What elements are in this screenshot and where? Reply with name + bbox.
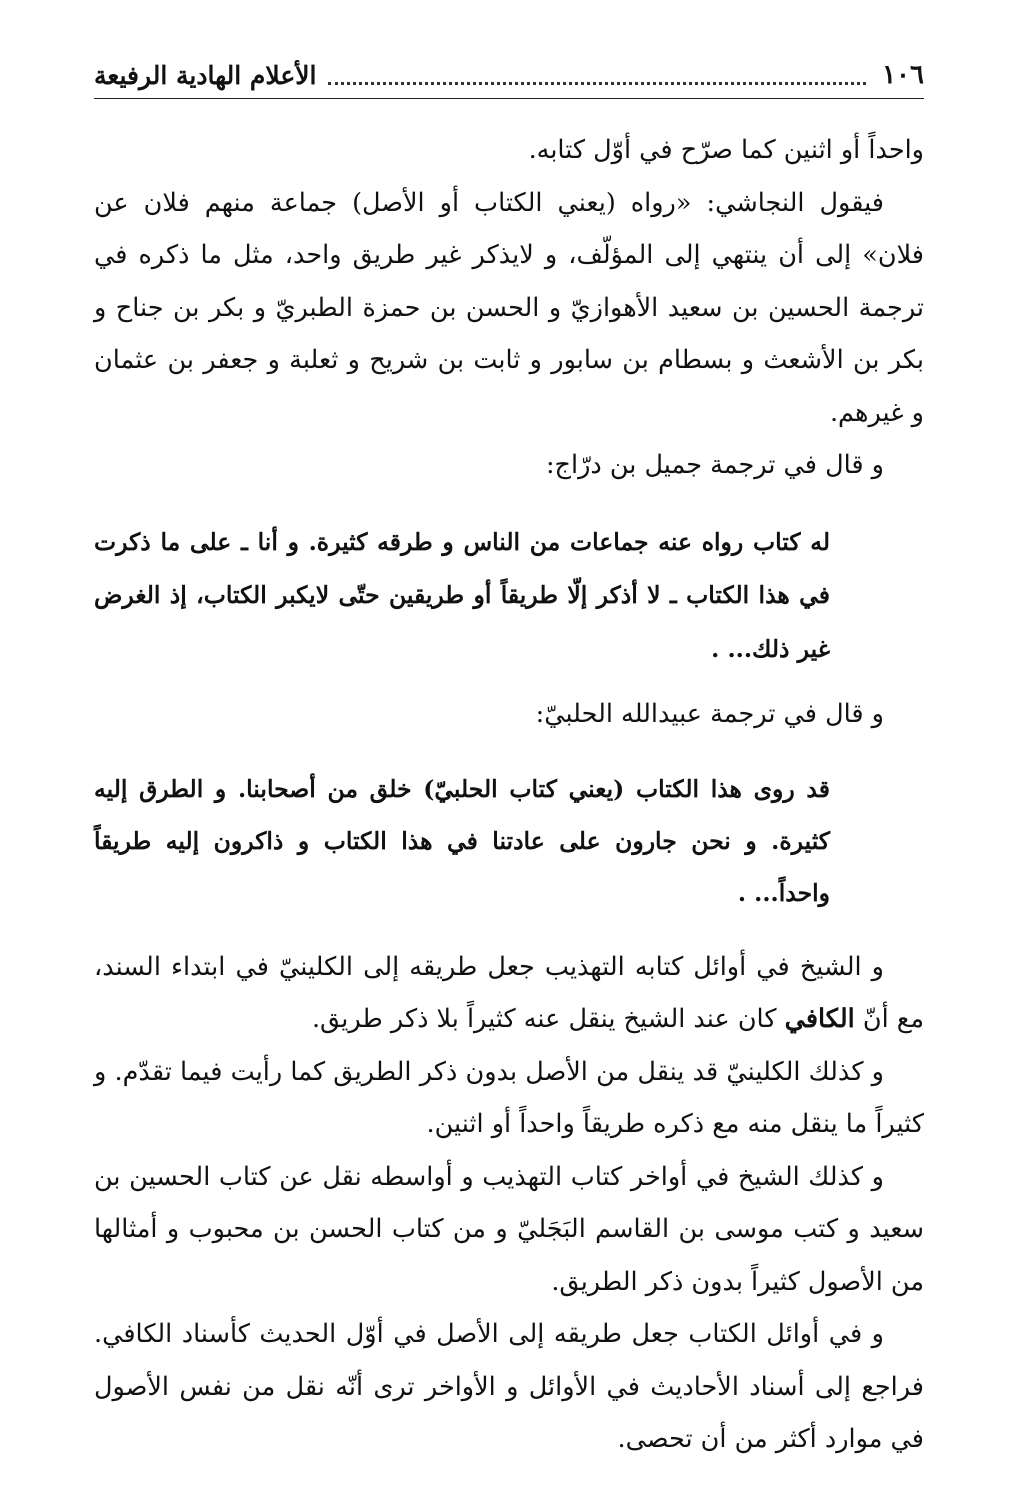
block-quote-2: قد روى هذا الكتاب (يعني كتاب الحلبيّ) خلق من أصحابنا. و الطرق إليه كثيرة. و نحن جارون على عادتنا في هذا الكتاب و ذاكرون إليه طريقاً واحداً... . <box>94 774 830 907</box>
page-body <box>94 124 924 1466</box>
paragraph-2: فيقول النجاشي: «رواه (يعني الكتاب أو الأصل) جماعة منهم فلان عن فلان» إلى أن ينتهي إلى المؤلّف، و لايذكر غير طريق واحد، مثل ما ذكره في ترجمة الحسين بن سعيد الأهوازيّ و الحسن بن حمزة الطبريّ و بكر بن جناح و بكر بن الأشعث و بسطام بن سابور و ثابت بن شريح و ثعلبة و جعفر بن عثمان و غيرهم. <box>94 187 924 428</box>
paragraph-1: واحداً أو اثنين كما صرّح في أوّل كتابه. <box>528 135 924 165</box>
paragraph-7: و كذلك الشيخ في أواخر كتاب التهذيب و أواسطه نقل عن كتاب الحسين بن سعيد و كتب موسى بن القاسم البَجَليّ و من كتاب الحسن بن محبوب و أمثالها من الأصول كثيراً بدون ذكر الطريق. <box>94 1161 924 1297</box>
block-quote-1: له كتاب رواه عنه جماعات من الناس و طرقه كثيرة. و أنا ـ على ما ذكرت في هذا الكتاب ـ لا أذكر إلّا طريقاً أو طريقين حتّى لايكبر الكتاب، إذ الغرض غير ذلك... . <box>94 527 830 663</box>
paragraph-5-end: كان عند الشيخ ينقل عنه كثيراً بلا ذكر طريق. <box>311 1004 777 1034</box>
paragraph-5 <box>94 941 924 1046</box>
book-title-kafi: الكافي <box>784 1004 855 1034</box>
paragraph-3: و قال في ترجمة جميل بن درّاج: <box>545 450 884 480</box>
running-title: الأعلام الهادية الرفيعة <box>94 60 317 90</box>
header-dot-leader <box>328 82 866 85</box>
paragraph-5-start: و الشيخ في أوائل كتابه التهذيب جعل طريقه إلى الكلينيّ في ابتداء السند، مع أنّ <box>94 951 924 1034</box>
paragraph-8: و في أوائل الكتاب جعل طريقه إلى الأصل في أوّل الحديث كأسناد الكافي. فراجع إلى أسناد الأحاديث في الأوائل و الأواخر ترى أنّه نقل من نفس الأصول في موارد أكثر من أن تحصى. <box>94 1319 924 1454</box>
paragraph-4: و قال في ترجمة عبيدالله الحلبيّ: <box>535 699 884 729</box>
page-header <box>94 52 924 99</box>
paragraph-6: و كذلك الكلينيّ قد ينقل من الأصل بدون ذكر الطريق كما رأيت فيما تقدّم. و كثيراً ما ينقل منه مع ذكره طريقاً واحداً أو اثنين. <box>94 1056 924 1139</box>
page-number: ١٠٦ <box>882 60 924 90</box>
